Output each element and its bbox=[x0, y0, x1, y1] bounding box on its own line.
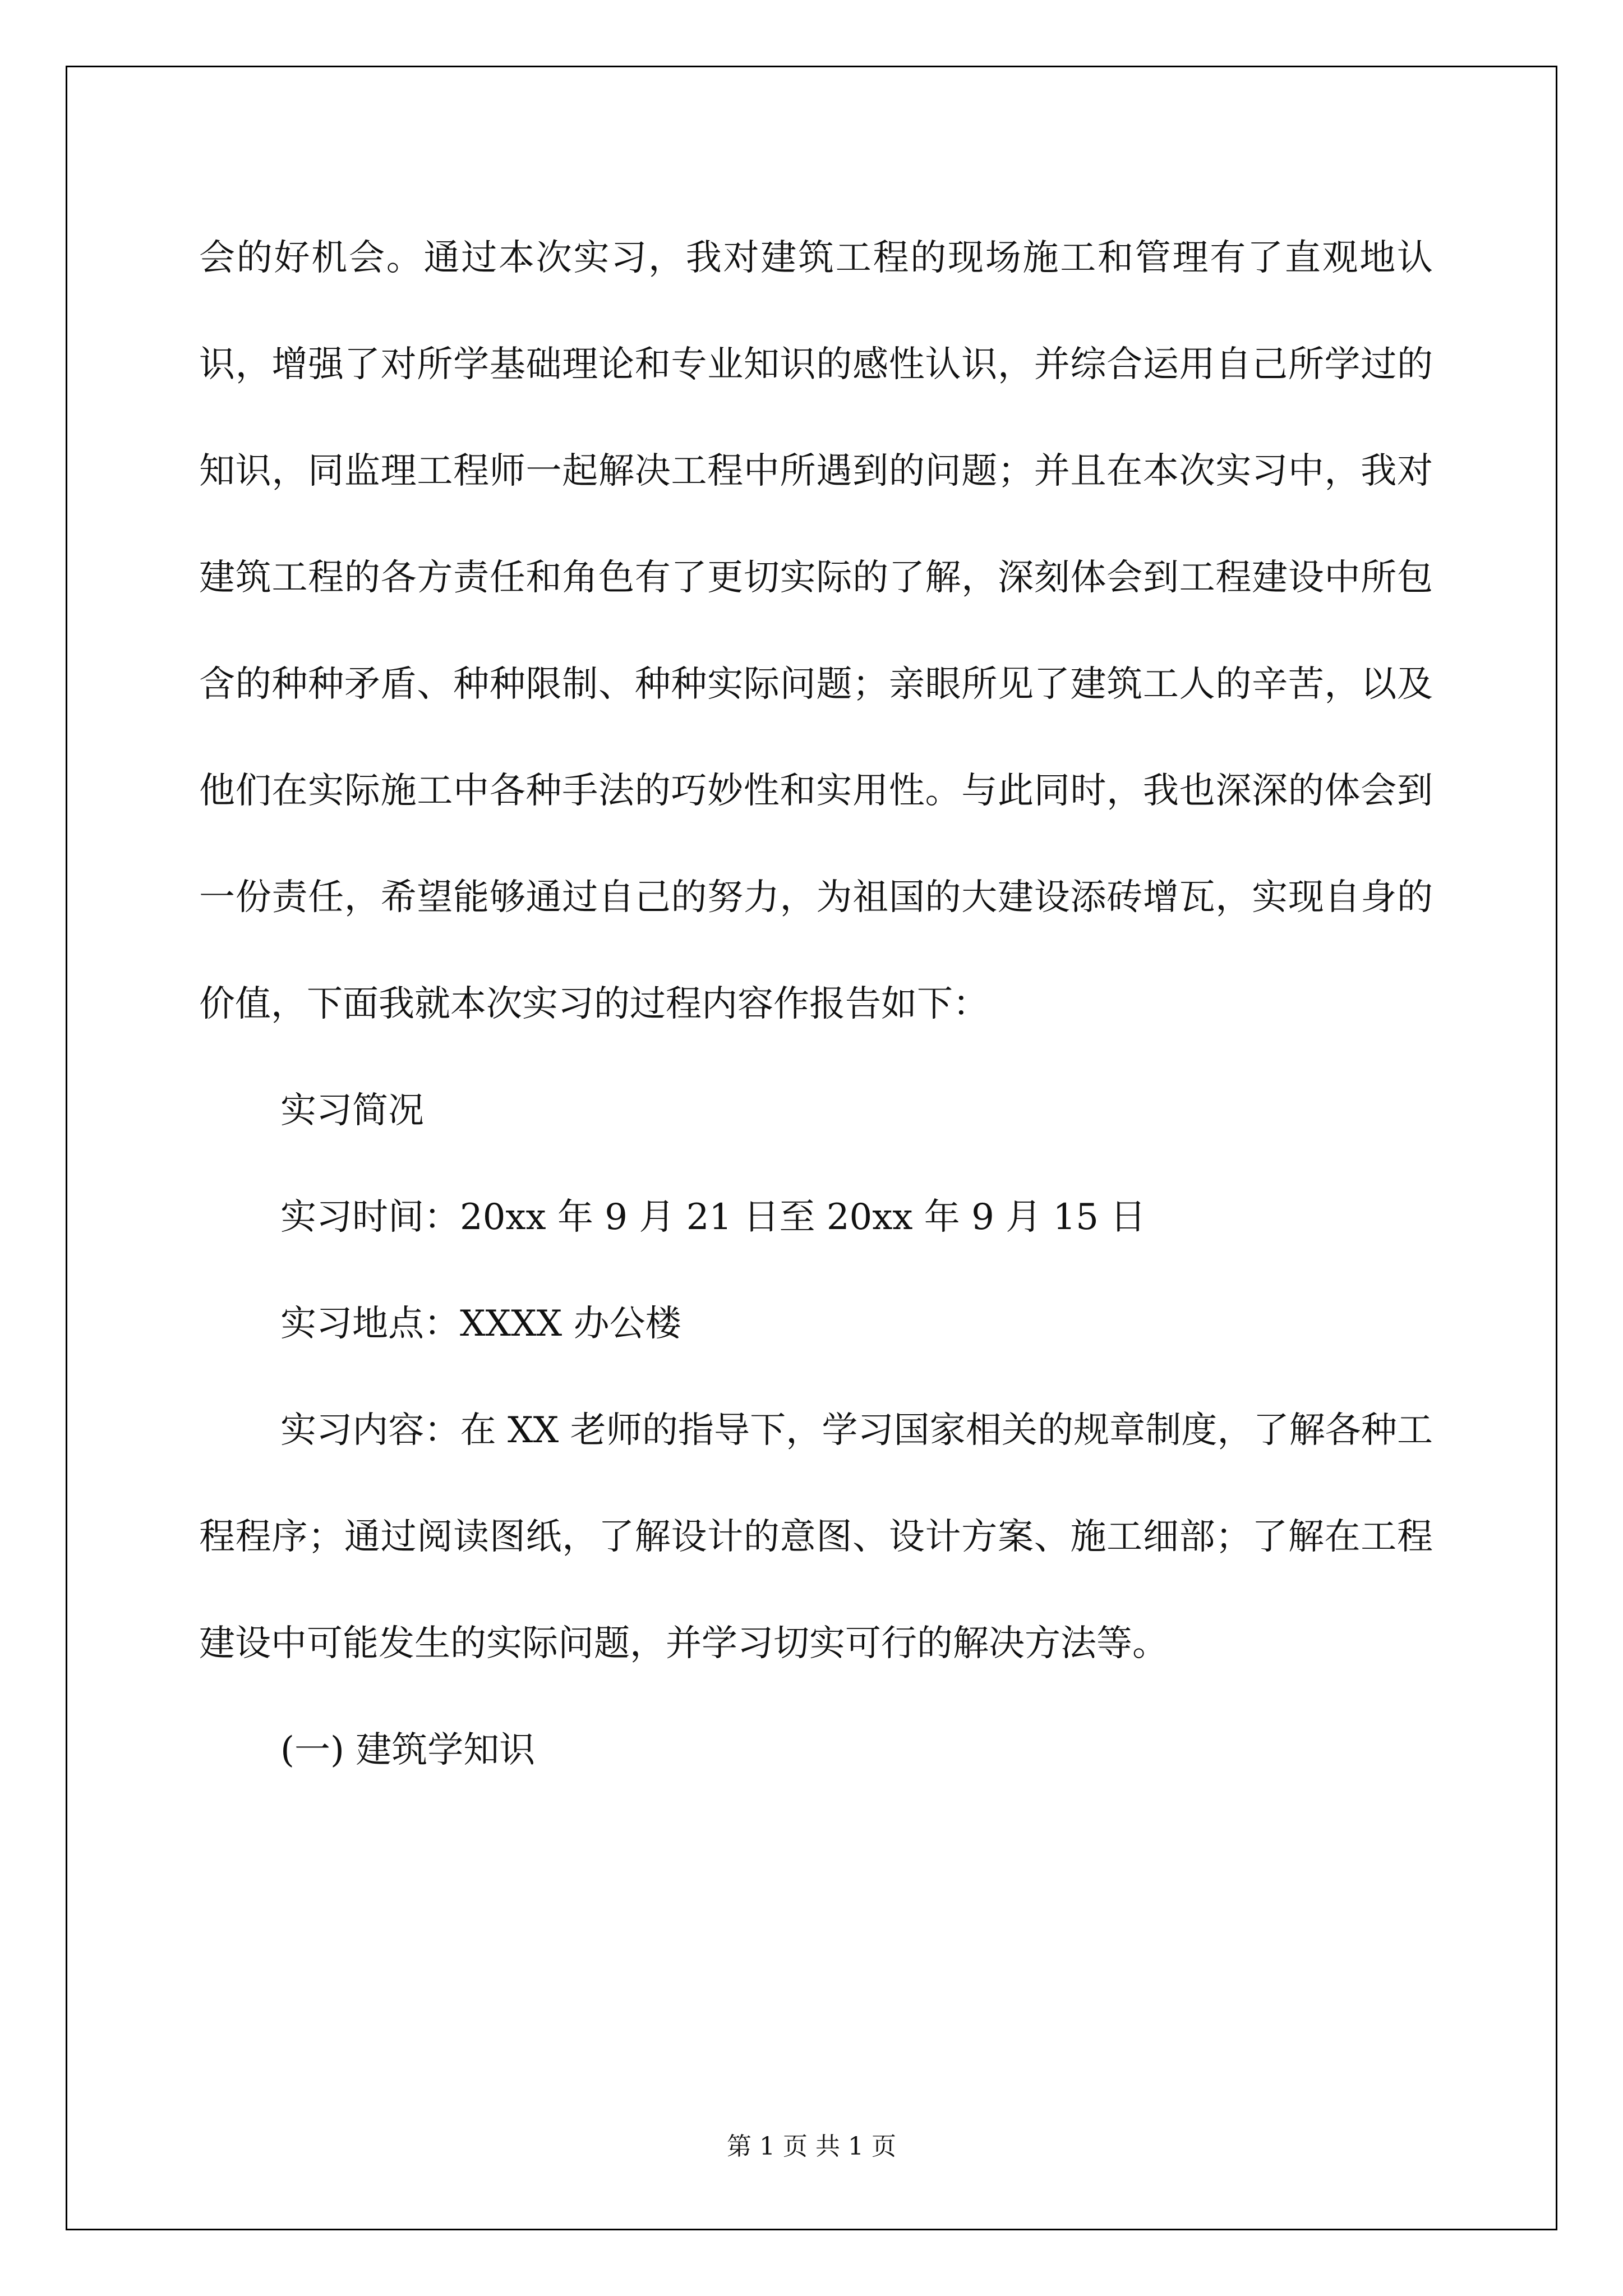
paragraph-intro: 会的好机会。通过本次实习，我对建筑工程的现场施工和管理有了直观地认识，增强了对所学基础理论和专业知识的感性认识，并综合运用自己所学过的知识，同监理工程师一起解决工程中所遇到的问题；并且在本次实习中，我对建筑工程的各方责任和角色有了更切实际的了解，深刻体会到工程建设中所包含的种种矛盾、种种限制、种种实际问题；亲眼所见了建筑工人的辛苦，以及他们在实际施工中各种手法的巧妙性和实用性。与此同时，我也深深的体会到一份责任，希望能够通过自己的努力，为祖国的大建设添砖增瓦，实现自身的价值，下面我就本次实习的过程内容作报告如下： bbox=[199, 237, 1433, 1025]
paragraph-internship-content: 实习内容：在 XX 老师的指导下，学习国家相关的规章制度，了解各种工程程序；通过阅读图纸，了解设计的意图、设计方案、施工细部；了解在工程建设中可能发生的实际问题，并学习切实可行的解决方法等。 bbox=[199, 1410, 1433, 1664]
paragraph-internship-location: 实习地点：XXXX 办公楼 bbox=[280, 1303, 681, 1345]
paragraph-internship-time: 实习时间：20xx 年 9 月 21 日至 20xx 年 9 月 15 日 bbox=[280, 1197, 1146, 1238]
paragraph-overview-heading: 实习简况 bbox=[280, 1090, 424, 1131]
section-heading-architecture: (一) 建筑学知识 bbox=[280, 1729, 536, 1771]
document-body bbox=[199, 205, 1433, 1803]
page-footer: 第 1 页 共 1 页 bbox=[727, 2132, 896, 2161]
